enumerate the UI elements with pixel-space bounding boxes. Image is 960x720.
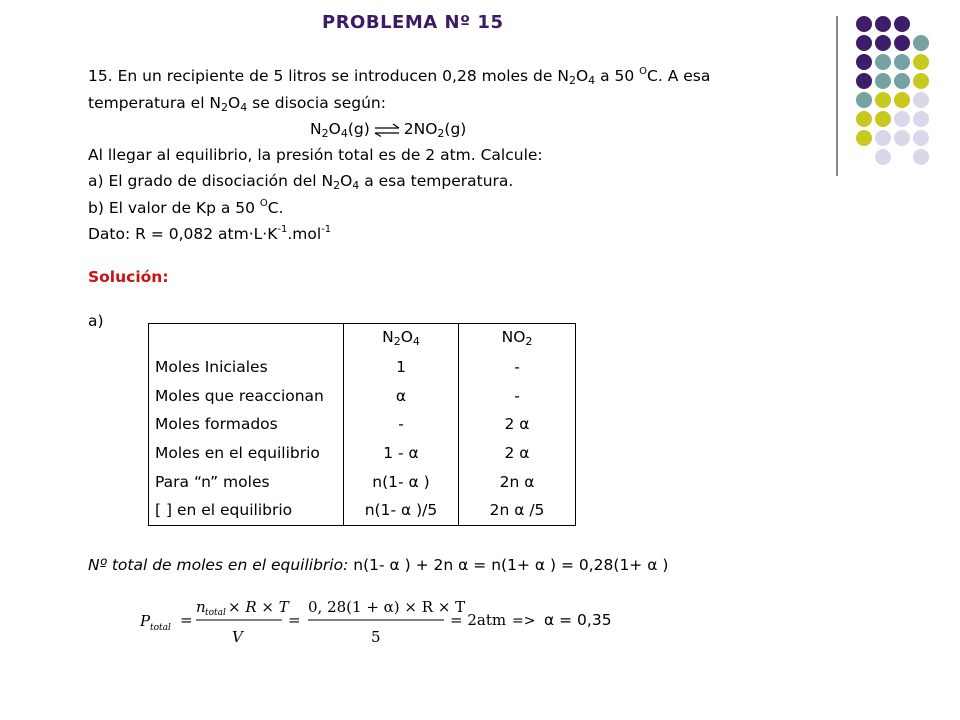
row-no2-value: - bbox=[459, 353, 576, 382]
row-n2o4-value: 1 - α bbox=[344, 439, 459, 468]
decorative-dot bbox=[913, 149, 929, 165]
decorative-dot bbox=[856, 16, 872, 32]
decorative-dot bbox=[894, 73, 910, 89]
page-title: PROBLEMA Nº 15 bbox=[322, 12, 504, 33]
decorative-divider bbox=[836, 16, 838, 176]
moles-table bbox=[148, 323, 576, 526]
decorative-dot bbox=[875, 92, 891, 108]
reaction-equation: $N_2O_4(g)$ $2NO_2(g)$ bbox=[310, 120, 467, 140]
row-label: [ ] en el equilibrio bbox=[149, 496, 344, 525]
row-n2o4-value: α bbox=[344, 381, 459, 410]
decorative-dot bbox=[913, 73, 929, 89]
decorative-dot bbox=[894, 16, 910, 32]
row-label: Para “n” moles bbox=[149, 467, 344, 496]
decorative-dot bbox=[856, 92, 872, 108]
decorative-dot bbox=[875, 130, 891, 146]
decorative-dot bbox=[875, 149, 891, 165]
row-no2-value: - bbox=[459, 381, 576, 410]
denominator-2: 5 bbox=[371, 628, 381, 646]
decorative-dot bbox=[913, 54, 929, 70]
equals-result: = 2atm bbox=[450, 611, 507, 629]
table-header-row bbox=[149, 324, 576, 353]
decorative-dot bbox=[894, 111, 910, 127]
alpha-result: α = 0,35 bbox=[544, 611, 612, 629]
equals-1: = bbox=[180, 611, 193, 629]
table-row bbox=[149, 353, 576, 382]
decorative-dot bbox=[913, 111, 929, 127]
header-no2: $NO_2$ bbox=[459, 324, 576, 353]
row-n2o4-value: n(1- α ) bbox=[344, 467, 459, 496]
problem-line-4: a) El grado de disociación del $N_2O_4$ a esa temperatura. bbox=[88, 172, 514, 192]
row-no2-value: 2 α bbox=[459, 439, 576, 468]
decorative-dot bbox=[913, 130, 929, 146]
numerator-1-rest: × R × T bbox=[228, 598, 289, 616]
decorative-dot bbox=[856, 54, 872, 70]
decorative-dot bbox=[875, 73, 891, 89]
problem-line-1: 15. En un recipiente de 5 litros se introducen 0,28 moles de $N_2O_4$ a 50 $^O$C. A esa bbox=[88, 66, 711, 87]
decorative-dot bbox=[856, 130, 872, 146]
decorative-dot bbox=[894, 54, 910, 70]
row-label: Moles en el equilibrio bbox=[149, 439, 344, 468]
total-moles-label: Nº total de moles en el equilibrio: bbox=[88, 556, 349, 574]
decorative-dot bbox=[856, 111, 872, 127]
row-n2o4-value: n(1- α )/5 bbox=[344, 496, 459, 525]
decorative-dot bbox=[856, 35, 872, 51]
decorative-dot bbox=[856, 73, 872, 89]
row-no2-value: 2n α bbox=[459, 467, 576, 496]
header-n2o4: $N_2O_4$ bbox=[344, 324, 459, 353]
row-label: Moles Iniciales bbox=[149, 353, 344, 382]
decorative-dot bbox=[894, 35, 910, 51]
table-row bbox=[149, 439, 576, 468]
problem-line-6: Dato: R = 0,082 $atm\cdot L\cdot K^{-1}.mol^{-1}$ bbox=[88, 224, 332, 243]
equals-2: = bbox=[288, 611, 301, 629]
part-a-label: a) bbox=[88, 312, 104, 330]
pressure-formula bbox=[140, 596, 640, 652]
problem-line-2: temperatura el $N_2O_4$ se disocia según: bbox=[88, 94, 386, 114]
implies-arrow: => bbox=[512, 613, 536, 629]
row-label: Moles formados bbox=[149, 410, 344, 439]
row-no2-value: 2 α bbox=[459, 410, 576, 439]
decorative-dot bbox=[875, 111, 891, 127]
denominator-1: V bbox=[232, 628, 243, 646]
total-moles-expression: n(1- α ) + 2n α = n(1+ α ) = 0,28(1+ α ) bbox=[348, 556, 669, 574]
row-no2-value: 2n α /5 bbox=[459, 496, 576, 525]
table-row bbox=[149, 410, 576, 439]
decorative-dot bbox=[875, 35, 891, 51]
row-n2o4-value: 1 bbox=[344, 353, 459, 382]
total-moles-line bbox=[88, 556, 668, 574]
row-label: Moles que reaccionan bbox=[149, 381, 344, 410]
decorative-dot bbox=[894, 92, 910, 108]
decorative-dot bbox=[875, 16, 891, 32]
p-symbol: P bbox=[140, 612, 151, 630]
row-n2o4-value: - bbox=[344, 410, 459, 439]
decorative-dot bbox=[875, 54, 891, 70]
solution-label: Solución: bbox=[88, 268, 169, 286]
problem-line-3: Al llegar al equilibrio, la presión total es de 2 atm. Calcule: bbox=[88, 146, 543, 164]
numerator-1-subscript: total bbox=[205, 608, 226, 618]
numerator-1-n: n bbox=[196, 598, 206, 616]
table-row bbox=[149, 496, 576, 525]
problem-line-5: b) El valor de Kp a 50 $^O$C. bbox=[88, 198, 284, 217]
decorative-dot bbox=[913, 92, 929, 108]
equilibrium-arrow-icon bbox=[373, 123, 401, 137]
decorative-dot bbox=[913, 35, 929, 51]
decorative-dot bbox=[894, 130, 910, 146]
numerator-2: 0, 28(1 + α) × R × T bbox=[308, 598, 466, 616]
table-header-empty bbox=[149, 324, 344, 353]
p-subscript: total bbox=[150, 623, 171, 633]
table-row bbox=[149, 467, 576, 496]
table-row bbox=[149, 381, 576, 410]
